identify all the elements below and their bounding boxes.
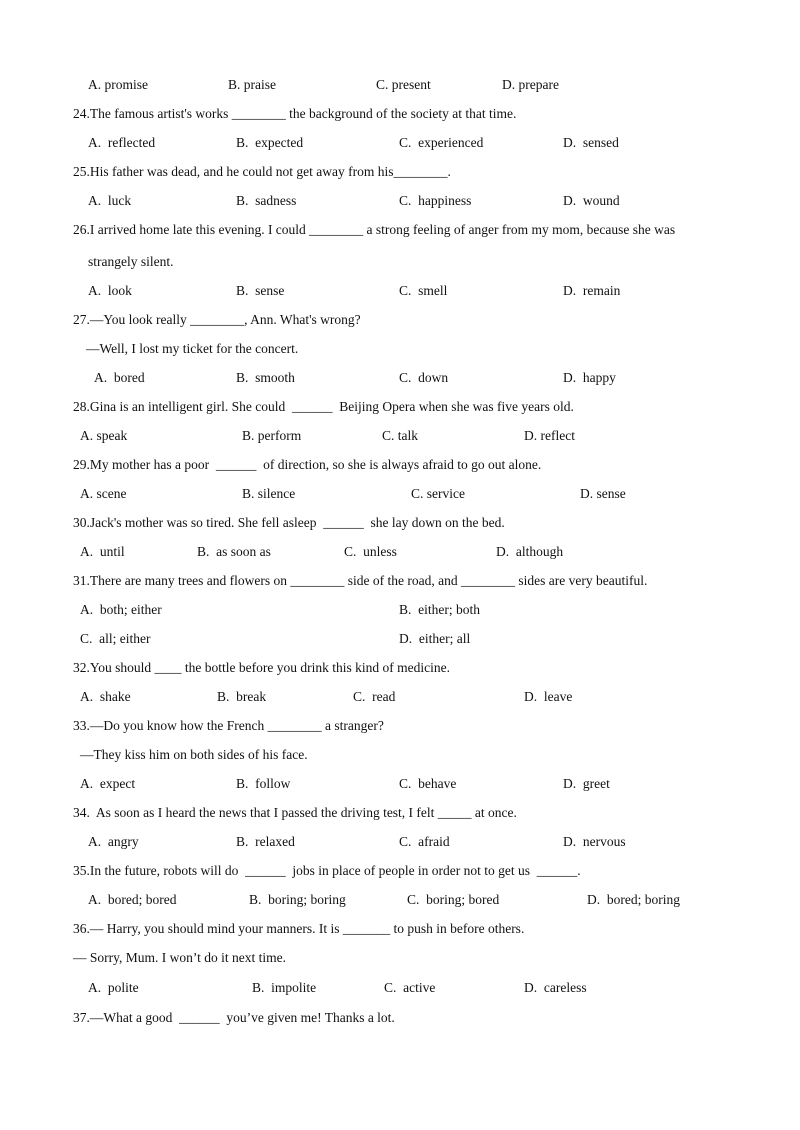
q25-option-d: D. wound	[563, 193, 620, 208]
q34-stem: 34. As soon as I heard the news that I passed the driving test, I felt _____ at once.	[73, 805, 517, 820]
q23-option-a: A. promise	[88, 77, 148, 92]
q27-option-d: D. happy	[563, 370, 616, 385]
q36-option-c: C. active	[384, 980, 436, 995]
q29-option-c: C. service	[411, 486, 465, 501]
q33-option-d: D. greet	[563, 776, 610, 791]
q28-option-c: C. talk	[382, 428, 418, 443]
q26-stem-continued: strangely silent.	[88, 254, 174, 269]
q35-option-c: C. boring; bored	[407, 892, 500, 907]
q32-option-b: B. break	[217, 689, 267, 704]
q35-stem: 35.In the future, robots will do ______ jobs in place of people in order not to get us ______.	[73, 863, 581, 878]
q30-option-d: D. although	[496, 544, 564, 559]
q28-option-d: D. reflect	[524, 428, 575, 443]
q34-option-a: A. angry	[88, 834, 139, 849]
q26-option-d: D. remain	[563, 283, 621, 298]
q36-option-b: B. impolite	[252, 980, 317, 995]
q30-stem: 30.Jack's mother was so tired. She fell asleep ______ she lay down on the bed.	[73, 515, 505, 530]
q31-option-d: D. either; all	[399, 631, 471, 646]
q35-option-d: D. bored; boring	[587, 892, 680, 907]
q28-stem: 28.Gina is an intelligent girl. She could ______ Beijing Opera when she was five years old.	[73, 399, 574, 414]
q27-option-a: A. bored	[94, 370, 145, 385]
q32-option-c: C. read	[353, 689, 396, 704]
q29-option-b: B. silence	[242, 486, 296, 501]
q29-option-a: A. scene	[80, 486, 127, 501]
q29-stem: 29.My mother has a poor ______ of direction, so she is always afraid to go out alone.	[73, 457, 542, 472]
q30-option-a: A. until	[80, 544, 125, 559]
q31-option-a: A. both; either	[80, 602, 162, 617]
q37-stem: 37.—What a good ______ you’ve given me! Thanks a lot.	[73, 1010, 395, 1025]
q34-option-d: D. nervous	[563, 834, 626, 849]
q30-option-c: C. unless	[344, 544, 397, 559]
q32-stem: 32.You should ____ the bottle before you drink this kind of medicine.	[73, 660, 450, 675]
q33-reply: —They kiss him on both sides of his face.	[80, 747, 308, 762]
q29-option-d: D. sense	[580, 486, 626, 501]
q25-option-c: C. happiness	[399, 193, 472, 208]
q36-option-d: D. careless	[524, 980, 587, 995]
q35-option-b: B. boring; boring	[249, 892, 346, 907]
q24-option-a: A. reflected	[88, 135, 156, 150]
q23-option-b: B. praise	[228, 77, 276, 92]
q27-option-c: C. down	[399, 370, 449, 385]
q24-stem: 24.The famous artist's works ________ the background of the society at that time.	[73, 106, 517, 121]
q26-stem: 26.I arrived home late this evening. I could ________ a strong feeling of anger from my mom, because she was	[73, 222, 676, 237]
q31-option-c: C. all; either	[80, 631, 151, 646]
q25-option-b: B. sadness	[236, 193, 297, 208]
q30-option-b: B. as soon as	[197, 544, 271, 559]
q35-option-a: A. bored; bored	[88, 892, 177, 907]
q27-stem: 27.—You look really ________, Ann. What's wrong?	[73, 312, 361, 327]
q26-option-a: A. look	[88, 283, 132, 298]
q23-option-c: C. present	[376, 77, 431, 92]
q31-stem: 31.There are many trees and flowers on ________ side of the road, and ________ sides are very beautiful.	[73, 573, 648, 588]
q31-option-b: B. either; both	[399, 602, 480, 617]
q28-option-a: A. speak	[80, 428, 128, 443]
q28-option-b: B. perform	[242, 428, 302, 443]
q34-option-b: B. relaxed	[236, 834, 295, 849]
q32-option-d: D. leave	[524, 689, 573, 704]
q33-stem: 33.—Do you know how the French ________ a stranger?	[73, 718, 384, 733]
q27-option-b: B. smooth	[236, 370, 295, 385]
q36-option-a: A. polite	[88, 980, 139, 995]
q33-option-b: B. follow	[236, 776, 291, 791]
q36-stem: 36.— Harry, you should mind your manners. It is _______ to push in before others.	[73, 921, 525, 936]
q32-option-a: A. shake	[80, 689, 131, 704]
q25-stem: 25.His father was dead, and he could not get away from his________.	[73, 164, 451, 179]
q24-option-d: D. sensed	[563, 135, 619, 150]
q24-option-b: B. expected	[236, 135, 304, 150]
q26-option-b: B. sense	[236, 283, 285, 298]
q34-option-c: C. afraid	[399, 834, 450, 849]
q33-option-c: C. behave	[399, 776, 457, 791]
q27-reply: —Well, I lost my ticket for the concert.	[86, 341, 299, 356]
q36-reply: — Sorry, Mum. I won’t do it next time.	[73, 950, 286, 965]
q33-option-a: A. expect	[80, 776, 136, 791]
q26-option-c: C. smell	[399, 283, 448, 298]
q25-option-a: A. luck	[88, 193, 132, 208]
q24-option-c: C. experienced	[399, 135, 484, 150]
q23-option-d: D. prepare	[502, 77, 559, 92]
